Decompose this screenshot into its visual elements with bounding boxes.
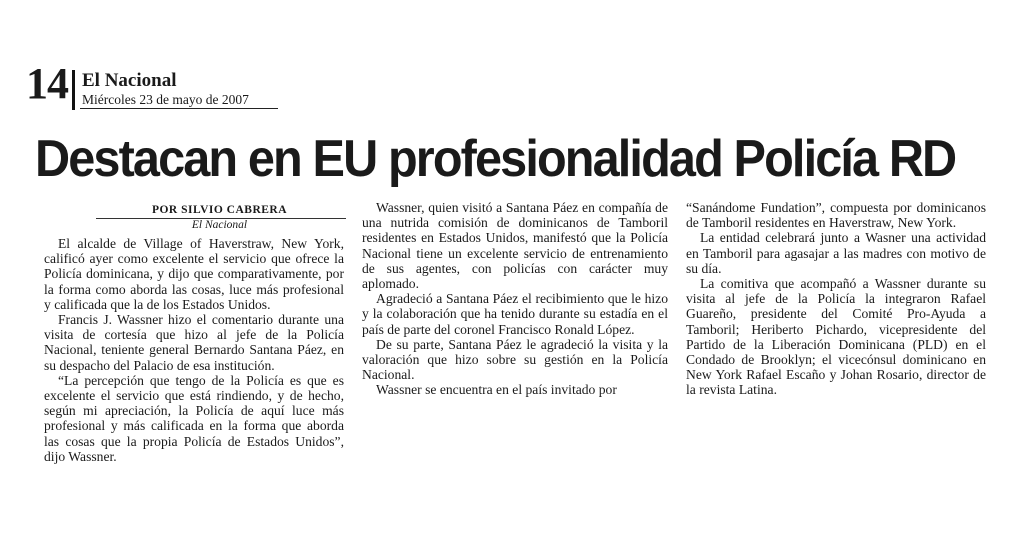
article-column-2 — [362, 200, 668, 398]
page-number: 14 — [26, 59, 68, 108]
paragraph: La entidad celebrará junto a Wasner una actividad en Tamboril para agasajar a las madres con motivo de su día. — [686, 230, 986, 276]
newspaper-name: El Nacional — [82, 70, 177, 91]
article-headline: Destacan en EU profesionalidad Policía RD — [35, 130, 956, 188]
masthead-rule — [80, 108, 278, 109]
paragraph: El alcalde de Village of Haverstraw, New York, calificó ayer como excelente el servicio que ofrece la Policía dominicana, y dijo que comparativamente, por la forma como aborda las cosas, luce más profesional y calificada que la de los Estados Unidos. — [44, 236, 344, 312]
article-column-1 — [44, 236, 344, 464]
paragraph: De su parte, Santana Páez le agradeció la visita y la valoración que hizo sobre su gestión en la Policía Nacional. — [362, 336, 668, 383]
paragraph: La comitiva que acompañó a Wassner durante su visita al jefe de la Policía la integraron Rafael Guareño, presidente del Comité Pro-Ayuda a Tamboril; Heriberto Pichardo, vicepresidente del Partido de la Liberación Dominicana (PLD) en el Condado de Brooklyn; el vicecónsul dominicano en New York Rafael Escaño y Johan Rosario, director de la revista Latina. — [686, 276, 986, 398]
paragraph: Wassner, quien visitó a Santana Páez en compañía de una nutrida comisión de dominicanos de Tamboril residentes en Estados Unidos, manifestó que la Policía Nacional tiene un excelente servicio de entrenamiento de sus agentes, con policías con carácter muy aplomado. — [362, 200, 668, 292]
masthead-divider — [72, 70, 75, 110]
paragraph: Francis J. Wassner hizo el comentario durante una visita de cortesía que hizo al jefe de la Policía Nacional, teniente general Bernardo Santana Páez, en su despacho del Palacio de esa institución. — [44, 312, 344, 373]
paragraph: Wassner se encuentra en el país invitado por — [376, 382, 617, 398]
article-column-3 — [686, 200, 986, 398]
paragraph: “La percepción que tengo de la Policía es que es excelente el servicio que está rindiendo, y de hecho, según mi apreciación, la Policía de aquí luce más profesional y más calificada en la forma que aborda las cosas que la propia Policía de Estados Unidos”, dijo Wassner. — [44, 372, 344, 464]
article-source: El Nacional — [191, 219, 248, 231]
paragraph: Agradeció a Santana Páez el recibimiento que le hizo y la colaboración que ha tenido durante su estadía en el país de parte del coronel Francisco Ronald López. — [362, 291, 668, 337]
publication-date: Miércoles 23 de mayo de 2007 — [82, 92, 249, 107]
article-byline: POR SILVIO CABRERA — [151, 204, 288, 216]
paragraph: “Sanándome Fundation”, compuesta por dominicanos de Tamboril residentes en Haverstraw, New York. — [686, 200, 986, 231]
